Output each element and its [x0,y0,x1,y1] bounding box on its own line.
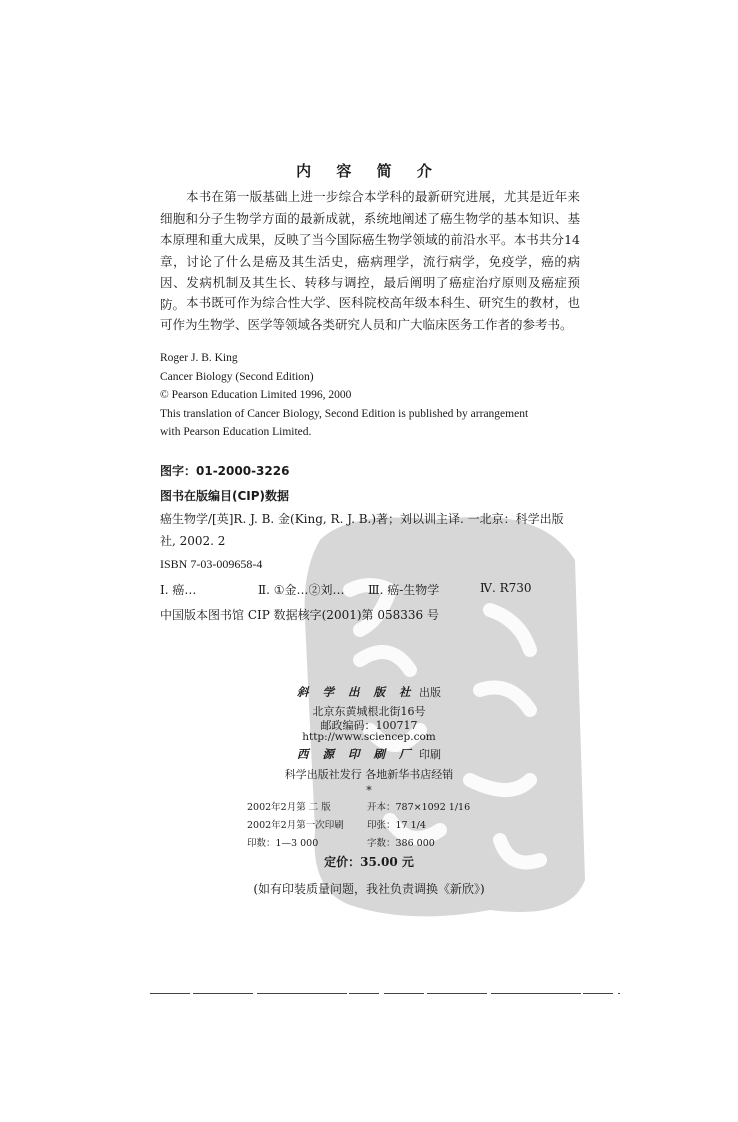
class-1: Ⅰ. 癌… [160,583,197,597]
printer-role: 印刷 [419,748,441,761]
printer-line [0,746,738,762]
publisher-postcode: 邮政编码：100717 [320,719,418,732]
contract-number: 图字：01-2000-3226 [160,464,290,478]
word-count: 字数：386 000 [367,838,435,849]
publisher-address: 北京东黄城根北街16号 [312,705,426,718]
separator-star: * [366,784,372,797]
original-author: Roger J. B. King [160,352,238,364]
distribution: 科学出版社发行 各地新华书店经销 [284,768,454,781]
original-book: Cancer Biology (Second Edition) [160,370,314,383]
sheets: 印张：17 1/4 [367,820,426,831]
quality-notice: (如有印装质量问题，我社负责调换《新欣》) [253,882,485,896]
original-edition-info [160,349,580,442]
class-4: Ⅳ. R730 [480,581,532,595]
first-print: 2002年2月第一次印刷 [247,820,344,831]
format: 开本：787×1092 1/16 [367,802,471,813]
copyright: © Pearson Education Limited 1996, 2000 [160,389,352,401]
cip-record-2: 社, 2002. 2 [160,534,226,548]
translation-note-1: This translation of Cancer Biology, Second Edition is published by arrangement [160,407,529,420]
publisher-role: 出版 [419,686,441,699]
copies: 印数：1—3 000 [247,838,319,849]
cip-number: 中国版本图书馆 CIP 数据核字(2001)第 058336 号 [160,608,439,622]
edition: 2002年2月第 二 版 [247,802,331,813]
bottom-rule [150,992,620,995]
price: 定价：35.00 元 [324,855,414,869]
translation-note-2: with Pearson Education Limited. [160,426,312,438]
publisher-name: 斜 学 出 版 社 [296,685,416,699]
class-2: Ⅱ. ①金…②刘… [258,583,345,597]
cip-record-1: 癌生物学/[英]R. J. B. 金(King, R. J. B.)著；刘以训主译. 一北京：科学出版 [160,512,564,526]
summary-paragraph-1: 本书在第一版基础上进一步综合本学科的最新研究进展，尤其是近年来细胞和分子生物学方面的最新成就，系统地阐述了癌生物学的基本知识、基本原理和重大成果，反映了当今国际癌生物学领域的前沿水平。本书共分14章，讨论了什么是癌及其生活史，癌病理学，流行病学，免疫学，癌的病因、发病机制及其生长、转移与调控，最后阐明了癌症治疗原则及癌症预防。 [160,189,580,312]
printer-name: 西 源 印 刷 厂 [296,747,416,761]
summary-title: 内 容 简 介 [296,162,442,180]
class-3: Ⅲ. 癌-生物学 [368,583,440,597]
cip-heading: 图书在版编目(CIP)数据 [160,489,290,503]
summary-paragraph-2: 本书既可作为综合性大学、医科院校高年级本科生、研究生的教材，也可作为生物学、医学等领域各类研究人员和广大临床医务工作者的参考书。 [160,295,580,332]
publisher-line [0,684,738,700]
isbn: ISBN 7-03-009658-4 [160,557,263,571]
publisher-url[interactable]: http://www.sciencep.com [302,731,436,743]
